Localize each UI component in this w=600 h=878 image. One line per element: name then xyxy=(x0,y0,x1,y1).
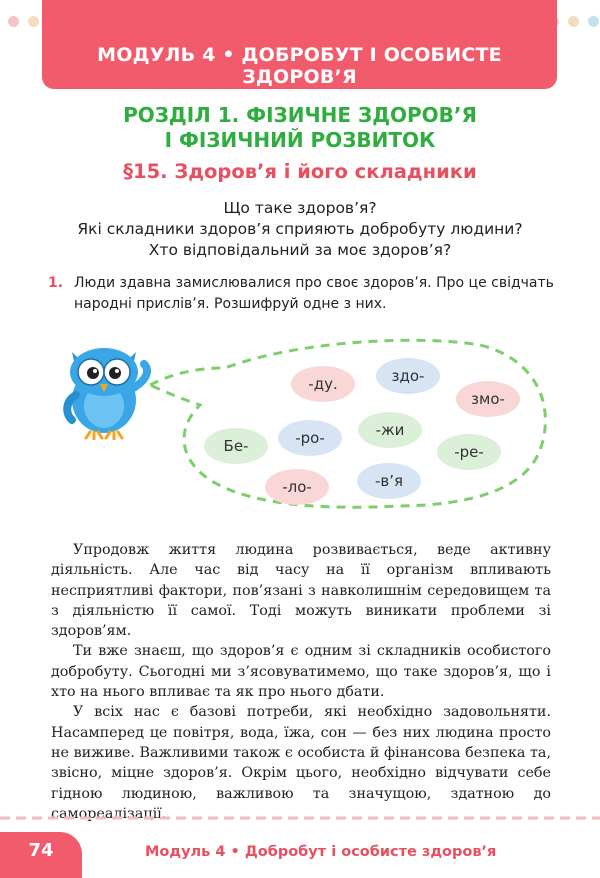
paragraph-title: §15. Здоров’я і його складники xyxy=(123,160,477,183)
syllable-bubble: -ро- xyxy=(278,420,342,456)
syllable-bubble: -ло- xyxy=(265,469,329,505)
body-paragraph: Упродовж життя людина розвивається, веде активну діяльність. Але час від часу на її організм впливають несприятливі фактори, пов’язані з навколишнім середовищем та з діяльністю її самої. Тоді можуть виникати проблеми зі здоров’ям. xyxy=(51,542,551,640)
body-paragraph: Ти вже знаєш, що здоров’я є одним зі складників особистого добробуту. Сьогодні ми з’ясовуватимемо, що таке здоров’я, що і хто на нього впливає та як про нього дбати. xyxy=(51,643,551,701)
syllable-bubble: здо- xyxy=(376,358,440,394)
syllable-bubble: Бе- xyxy=(204,428,268,464)
body-paragraph: У всіх нас є базові потреби, які необхідно задовольняти. Насамперед це повітря, вода, їжа, сон — без них людина просто не виживе. Важливими також є особиста й фінансова безпека та, звісно, міцне здоров’я. Окрім цього, необхідно відчувати себе гідною людиною, важливою та значущою, здатною до самореалізації. xyxy=(51,704,551,822)
footer-title: Модуль 4 • Добробут і особисте здоров’я xyxy=(145,844,497,860)
syllable-bubble: -ду. xyxy=(291,366,355,402)
module-title: МОДУЛЬ 4 • ДОБРОБУТ І ОСОБИСТЕ ЗДОРОВ’Я xyxy=(97,44,502,88)
section-title-line2: І ФІЗИЧНИЙ РОЗВИТОК xyxy=(164,128,436,152)
question: Хто відповідальний за моє здоров’я? xyxy=(148,241,452,259)
task-number: 1. xyxy=(48,275,64,291)
page-number-tab xyxy=(0,832,82,878)
question: Які складники здоров’я сприяють добробуту людини? xyxy=(77,220,523,238)
page-number: 74 xyxy=(28,840,54,861)
section-title-line1: РОЗДІЛ 1. ФІЗИЧНЕ ЗДОРОВ’Я xyxy=(123,103,477,127)
syllable-bubble: -ре- xyxy=(437,434,501,470)
question: Що таке здоров’я? xyxy=(223,199,377,217)
owl-mascot-icon xyxy=(58,340,158,440)
syllable-bubble: змо- xyxy=(456,381,520,417)
footer-divider xyxy=(0,816,600,820)
body-text xyxy=(51,540,551,824)
task-text: Люди здавна замислювалися про своє здоров’я. Про це свідчать народні прислів’я. Розшифруй одне з них. xyxy=(74,275,554,312)
syllable-bubble: -в’я xyxy=(357,463,421,499)
syllable-bubble: -жи xyxy=(358,412,422,448)
